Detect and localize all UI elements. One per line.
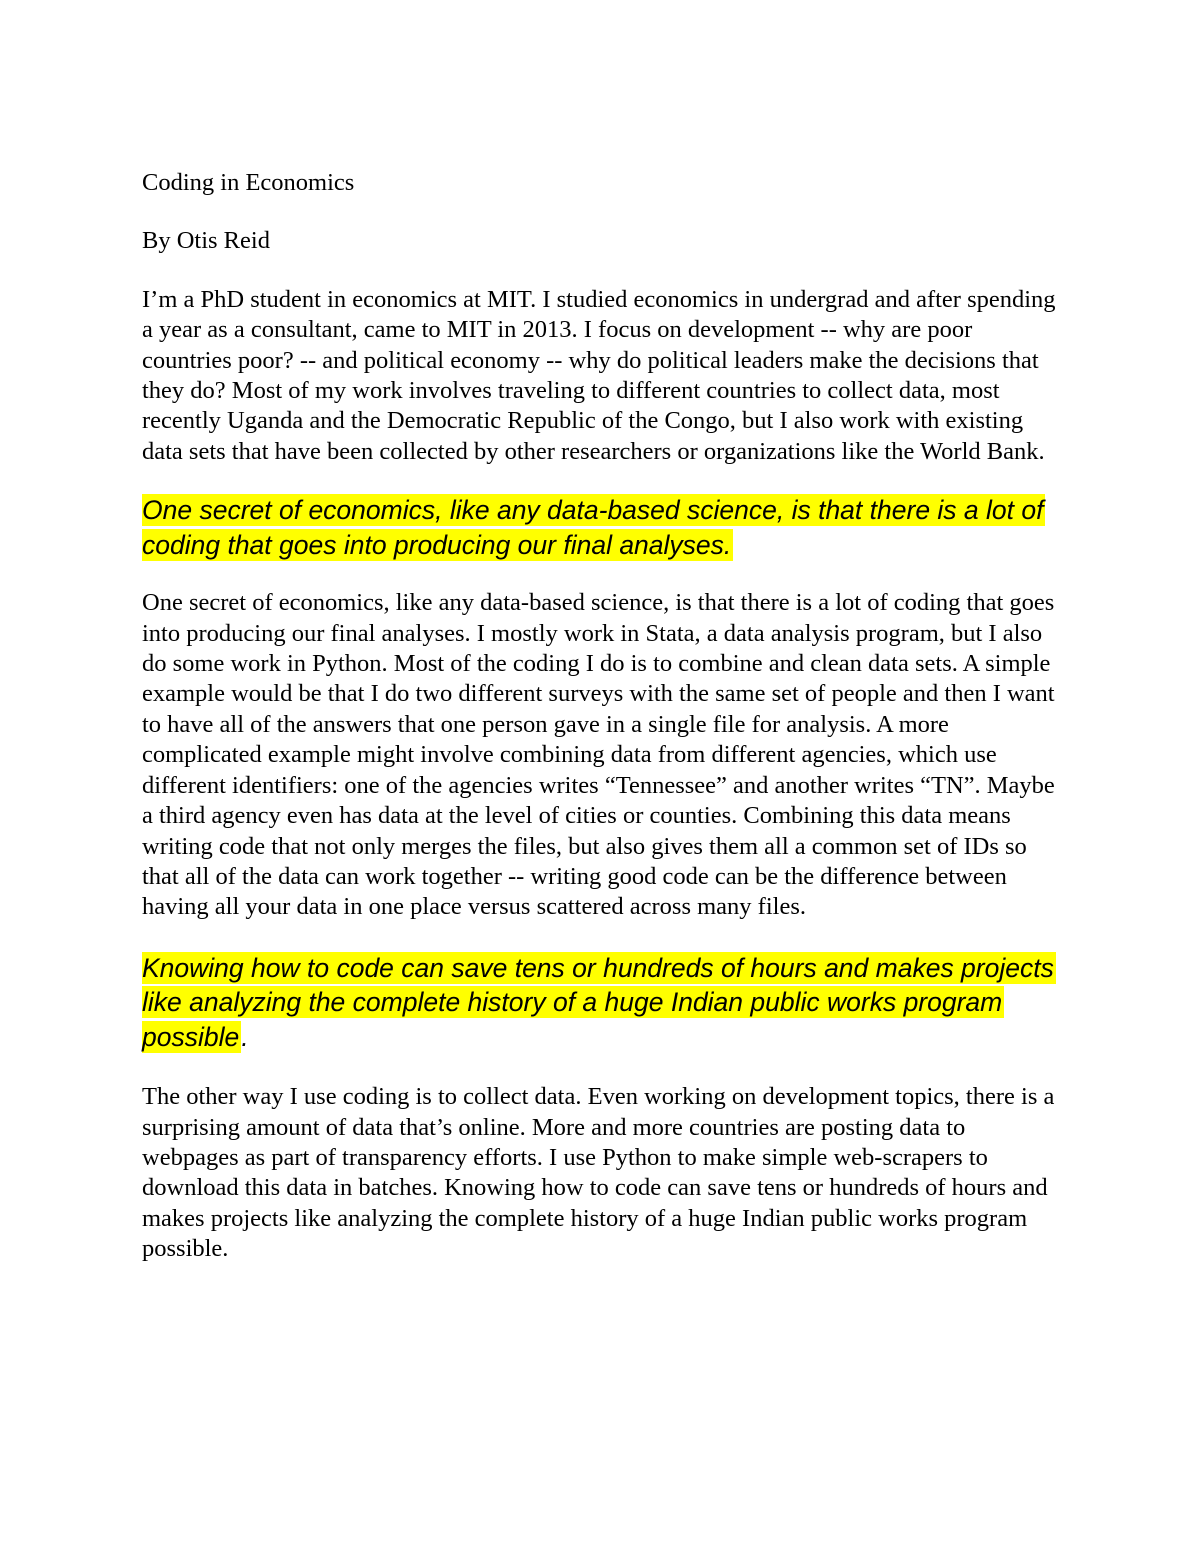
paragraph-data-cleaning: One secret of economics, like any data-based science, is that there is a lot of coding that goes into producing our final analyses. I mostly work in Stata, a data analysis program, but I also do some work in Python. Most of the coding I do is to combine and clean data sets. A simple example would be that I do two different surveys with the same set of people and then I want to have all of the answers that one person gave in a single file for analysis. A more complicated example might involve combining data from different agencies, which use different identifiers: one of the agencies writes “Tennessee” and another writes “TN”. Maybe a third agency even has data at the level of cities or counties. Combining this data means writing code that not only merges the files, but also gives them all a common set of IDs so that all of the data can work together -- writing good code can be the difference between having all your data in one place versus scattered across many files. — [142, 589, 1055, 921]
highlighted-quote-text: One secret of economics, like any data-based science, is that there is a lot of coding that goes into producing our final analyses. — [142, 495, 1044, 560]
paragraph-data-collection: The other way I use coding is to collect data. Even working on development topics, there is a surprising amount of data that’s online. More and more countries are posting data to webpages as part of transparency efforts. I use Python to make simple web-scrapers to download this data in batches. Knowing how to code can save tens or hundreds of hours and makes projects like analyzing the complete history of a huge Indian public works program possible. — [142, 1083, 1055, 1263]
document-title: Coding in Economics — [142, 169, 355, 196]
pull-quote-coding-secret — [142, 493, 1067, 562]
paragraph-intro: I’m a PhD student in economics at MIT. I studied economics in undergrad and after spending a year as a consultant, came to MIT in 2013. I focus on development -- why are poor countries poor? -- and political economy -- why do political leaders make the decisions that they do? Most of my work involves traveling to different countries to collect data, most recently Uganda and the Democratic Republic of the Congo, but I also work with existing data sets that have been collected by other researchers or organizations like the World Bank. — [142, 285, 1056, 465]
highlighted-quote-text: Knowing how to code can save tens or hundreds of hours and makes projects like analyzing the complete history of a huge Indian public works program possible — [142, 952, 1054, 1052]
author-byline: By Otis Reid — [142, 227, 270, 255]
quote-end-period: . — [241, 1021, 249, 1052]
pull-quote-time-savings — [142, 951, 1067, 1055]
document-body — [142, 168, 1067, 1265]
